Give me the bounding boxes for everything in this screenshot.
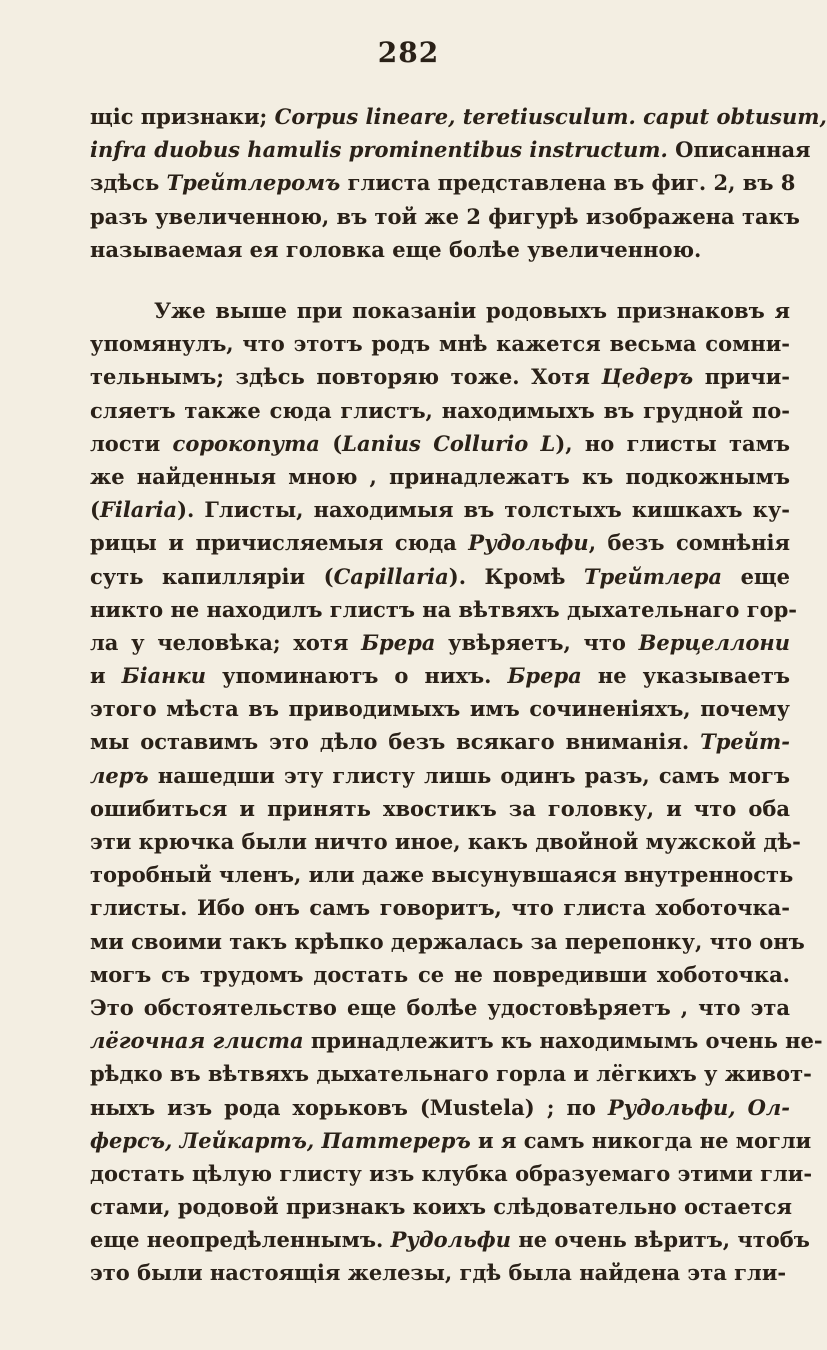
text-line xyxy=(90,692,790,725)
italic-text: Брера xyxy=(507,663,582,689)
italic-text: лёгочная глиста xyxy=(90,1028,304,1054)
italic-text: Corpus lineare, teretiusculum. caput obtusum, xyxy=(274,104,827,129)
text-line xyxy=(90,858,794,891)
text-run: этого мѣста въ приводимыхъ имъ сочиненіяхъ, почему xyxy=(90,696,790,722)
text-run: еще xyxy=(722,563,791,589)
text-line xyxy=(90,560,790,593)
italic-text: ферсъ, Лейкартъ, Паттереръ xyxy=(90,1127,471,1153)
text-run: мы оставимъ это дѣло безъ всякаго вниманія. xyxy=(90,729,701,755)
text-run: лости xyxy=(90,430,173,456)
text-run: глиста представлена въ фиг. 2, въ 8 xyxy=(340,170,796,196)
text-run: глисты. Ибо онъ самъ говоритъ, что глиста хоботочка- xyxy=(90,895,790,921)
italic-text: Lanius Collurio L xyxy=(342,430,556,456)
text-line xyxy=(90,1057,812,1090)
text-line xyxy=(90,759,790,792)
text-line xyxy=(90,1157,813,1190)
text-run: ( xyxy=(319,430,343,456)
text-line xyxy=(90,394,790,427)
text-line xyxy=(90,593,798,626)
text-line xyxy=(90,100,827,133)
italic-text: Трейт- xyxy=(700,729,790,755)
italic-text: Верцеллони xyxy=(638,629,790,655)
text-line xyxy=(90,925,805,958)
text-line xyxy=(90,294,790,327)
italic-text: Filaria xyxy=(99,497,178,523)
text-line xyxy=(90,725,790,758)
text-line xyxy=(90,626,790,659)
text-line xyxy=(90,792,790,825)
text-run: ). Глисты, находимыя въ толстыхъ кишкахъ ку- xyxy=(177,497,790,523)
text-line xyxy=(90,958,790,991)
text-line xyxy=(90,166,796,199)
text-run: ). Кромѣ xyxy=(448,563,584,589)
text-run: могъ съ трудомъ достать се не повредивши хоботочка. xyxy=(90,961,790,987)
text-run: Описанная xyxy=(667,137,811,163)
text-line xyxy=(90,825,801,858)
paragraph-2 xyxy=(90,294,823,1290)
text-run: же найденныя мною , принадлежатъ къ подкожнымъ xyxy=(90,463,790,489)
text-run: упоминаютъ о нихъ. xyxy=(205,663,508,689)
text-run: рѣдко въ вѣтвяхъ дыхательнаго горла и лёгкихъ у живот- xyxy=(90,1061,812,1087)
text-line xyxy=(90,1256,790,1289)
text-line xyxy=(90,1223,810,1256)
text-line xyxy=(90,493,790,526)
italic-text: леръ xyxy=(90,762,149,788)
text-run: ошибиться и принять хвостикъ за головку, и что оба xyxy=(90,795,790,821)
text-run: сляетъ также сюда глистъ, находимыхъ въ грудной по- xyxy=(90,397,790,423)
text-run: разъ увеличенною, въ той же 2 фигурѣ изображена такъ xyxy=(90,203,800,229)
italic-text: сорокопута xyxy=(172,430,320,456)
text-run: суть капилляріи ( xyxy=(90,563,334,589)
text-run: и я самъ никогда не могли xyxy=(470,1127,812,1153)
italic-text: infra duobus hamulis prominentibus instructum. xyxy=(90,137,668,163)
italic-text: Capillaria xyxy=(333,563,449,589)
italic-text: Цедеръ xyxy=(601,364,694,390)
text-line xyxy=(90,360,790,393)
text-line xyxy=(90,327,790,360)
text-run: здѣсь xyxy=(90,170,167,196)
text-run: это были настоящія железы, гдѣ была найдена эта гли- xyxy=(90,1260,787,1286)
italic-text: Рудольфи xyxy=(390,1227,512,1253)
text-run: никто не находилъ глистъ на вѣтвяхъ дыхательнаго гор- xyxy=(90,596,798,622)
text-line xyxy=(90,460,790,493)
text-run: нашедши эту глисту лишь одинъ разъ, самъ могъ xyxy=(148,762,790,788)
text-run: рицы и причисляемыя сюда xyxy=(90,530,469,556)
text-run: и xyxy=(90,663,122,689)
text-line xyxy=(90,526,790,559)
italic-text: Трейтлеромъ xyxy=(166,170,341,196)
page-number: 282 xyxy=(377,36,440,69)
text-line xyxy=(90,1190,793,1223)
text-run: ныхъ изъ рода хорьковъ (Mustela) ; по xyxy=(90,1094,608,1120)
text-run: принадлежитъ къ находимымъ очень не- xyxy=(303,1028,823,1054)
text-run: стами, родовой признакъ коихъ слѣдовательно остается xyxy=(90,1194,793,1220)
text-run: не очень вѣритъ, чтобъ xyxy=(511,1227,810,1253)
paragraph-1 xyxy=(90,100,827,266)
text-line xyxy=(90,659,790,692)
text-line xyxy=(90,1091,790,1124)
text-run: увѣряетъ, что xyxy=(435,629,639,655)
text-run: ( xyxy=(90,497,100,523)
text-line xyxy=(90,1024,823,1057)
text-run: ми своими такъ крѣпко держалась за перепонку, что онъ xyxy=(90,928,805,954)
text-run: достать цѣлую глисту изъ клубка образуемаго этими гли- xyxy=(90,1160,813,1186)
text-run: Уже выше при показаніи родовыхъ признаковъ я xyxy=(154,298,790,323)
text-run: щіс признаки; xyxy=(90,104,275,129)
text-run: еще неопредѣленнымъ. xyxy=(90,1227,391,1253)
text-run: упомянулъ, что этотъ родъ мнѣ кажется весьма сомни- xyxy=(90,331,790,357)
italic-text: Біанки xyxy=(121,663,206,689)
italic-text: Рудольфи xyxy=(468,530,589,556)
text-run: причи- xyxy=(693,364,790,390)
text-line xyxy=(90,233,790,266)
text-run: ла у человѣка; хотя xyxy=(90,629,362,655)
text-run: не указываетъ xyxy=(581,663,790,689)
text-run: тельнымъ; здѣсь повторяю тоже. Хотя xyxy=(90,364,602,390)
text-line xyxy=(90,133,811,166)
text-line xyxy=(90,427,790,460)
italic-text: Брера xyxy=(361,629,436,655)
text-run: Это обстоятельство еще болѣе удостовѣряетъ , что эта xyxy=(90,994,790,1020)
text-run: торобный членъ, или даже высунувшаяся внутренность xyxy=(90,862,794,888)
italic-text: Рудольфи, Ол- xyxy=(607,1094,790,1120)
text-line xyxy=(90,991,790,1024)
italic-text: Трейтлера xyxy=(583,563,723,589)
text-run: , безъ сомнѣнія xyxy=(588,530,790,556)
text-run: ), но глисты тамъ xyxy=(555,430,791,456)
text-line xyxy=(90,891,790,924)
text-run: называемая ея головка еще болѣе увеличенною. xyxy=(90,236,702,262)
text-line xyxy=(90,1124,812,1157)
text-line xyxy=(90,200,800,233)
text-run: эти крючка были ничто иное, какъ двойной мужской дѣ- xyxy=(90,829,801,854)
